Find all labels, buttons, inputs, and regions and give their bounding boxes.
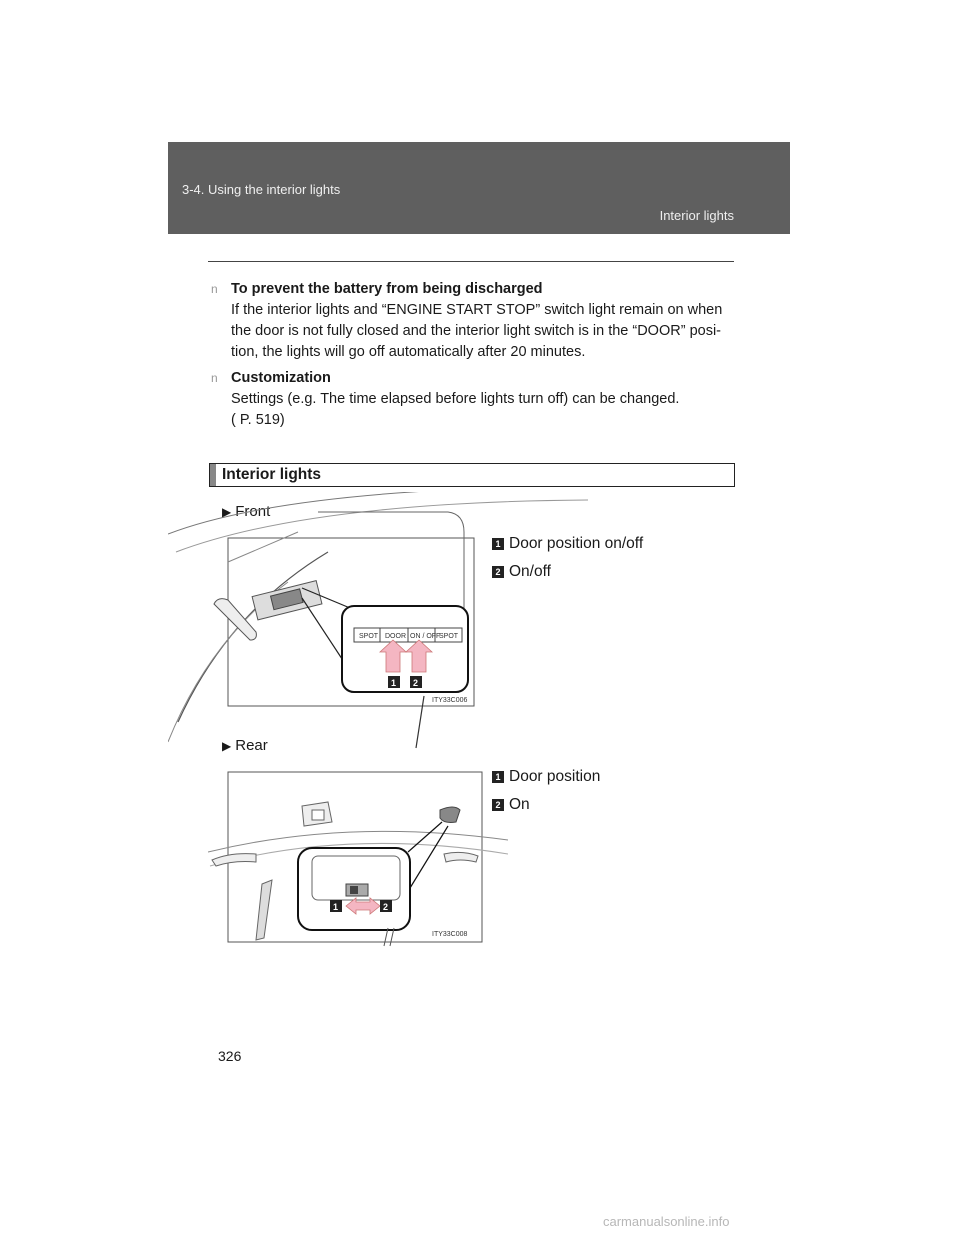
svg-text:1: 1 [391, 678, 397, 688]
button-label-onoff: ON / OFF [410, 633, 441, 640]
number-badge: 1 [492, 538, 504, 550]
legend-item: 1 Door position [492, 768, 600, 796]
section-breadcrumb: 3‑4. Using the interior lights [182, 182, 341, 197]
section-title: Interior lights [222, 466, 322, 483]
legend-item: 2 On [492, 796, 600, 824]
triangle-icon: ▶ [222, 739, 232, 753]
page-header [168, 142, 790, 234]
note-heading: Customization [231, 370, 331, 386]
number-badge: 2 [492, 799, 504, 811]
figure-code: ITY33C006 [432, 697, 468, 704]
section-title-box [209, 463, 735, 487]
note-battery [211, 279, 741, 363]
legend-item: 1 Door position on/off [492, 535, 643, 563]
note-heading: To prevent the battery from being discharged [231, 281, 543, 297]
note-line: the door is not fully closed and the interior light switch is in the “DOOR” posi‑ [231, 323, 721, 339]
legend-item: 2 On/off [492, 563, 643, 591]
bullet-icon: n [211, 282, 218, 296]
watermark: carmanualsonline.info [603, 1214, 730, 1229]
note-line: ( P. 519) [231, 412, 285, 428]
number-badge: 2 [492, 566, 504, 578]
rear-legend [492, 768, 600, 824]
number-badge: 1 [492, 771, 504, 783]
rear-illustration [208, 770, 508, 950]
button-label-spot: SPOT [359, 633, 379, 640]
rear-label: ▶ Rear [222, 737, 268, 754]
front-illustration [168, 492, 588, 752]
section-title-bar [210, 464, 216, 486]
note-line: tion, the lights will go off automatically after 20 minutes. [231, 344, 586, 360]
triangle-icon: ▶ [222, 505, 232, 519]
front-label: ▶ Front [222, 503, 271, 520]
page-number: 326 [218, 1048, 242, 1064]
svg-text:2: 2 [383, 902, 389, 912]
button-label-spot: SPOT [439, 633, 459, 640]
page-title: Interior lights [659, 208, 734, 223]
note-line: If the interior lights and “ENGINE START STOP” switch light remain on when [231, 302, 723, 318]
bullet-icon: n [211, 371, 218, 385]
figure-code: ITY33C008 [432, 931, 468, 938]
note-customization [211, 368, 741, 431]
svg-text:1: 1 [333, 902, 339, 912]
button-label-door: DOOR [385, 633, 406, 640]
svg-text:2: 2 [413, 678, 419, 688]
divider [208, 261, 734, 262]
note-line: Settings (e.g. The time elapsed before lights turn off) can be changed. [231, 391, 680, 407]
